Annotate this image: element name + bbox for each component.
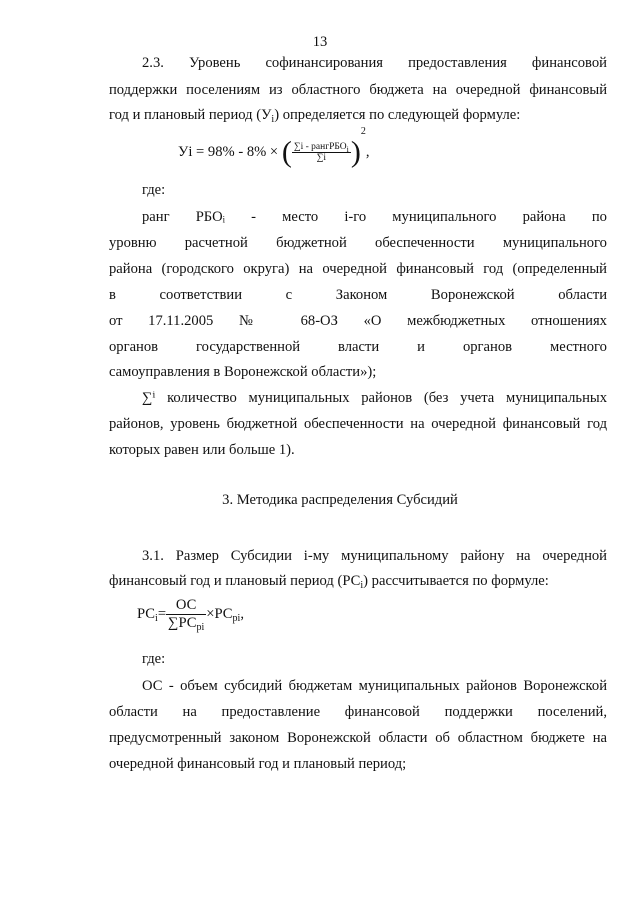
fraction-denominator: ∑i bbox=[316, 153, 327, 164]
rank-def-line-6: органов государственной власти и органов местного bbox=[109, 339, 607, 355]
os-def-line-4: очередной финансовый год и плановый период; bbox=[109, 756, 407, 772]
fraction-numerator: ∑i - рангРБО$_i$ bbox=[293, 142, 349, 155]
formula-lhs: Уi = 98% - 8% × bbox=[178, 144, 279, 161]
page-number: 13 bbox=[312, 34, 328, 50]
rank-def-line-3: района (городского округа) на очередной финансовый год (определенный bbox=[109, 261, 607, 277]
where-label: где: bbox=[142, 182, 166, 198]
word: софинансирования bbox=[265, 55, 383, 71]
rank-def-line-2: уровню расчетной бюджетной обеспеченности муниципального bbox=[109, 235, 607, 251]
paragraph-2-3-line-3: год и плановый период $(У_i)$ определяется по следующей формуле: bbox=[109, 107, 521, 125]
rank-def-line-7: самоуправления в Воронежской области»); bbox=[109, 364, 377, 380]
rank-def-line-1: ранг РБОᵢ - место i-го муниципального района по bbox=[142, 209, 607, 225]
rank-def-line-4: в соответствии с Законом Воронежской области bbox=[109, 287, 608, 303]
formula-level-cofinancing: Уi = 98% - 8% × ( $\frac{\sum i - рангРБО_i}{\sum i}$ )$^2$, bbox=[178, 126, 370, 169]
section-3-heading: 3. Методика распределения Субсидий bbox=[222, 492, 458, 508]
fraction-denominator: $\sum РС_{pi}$ bbox=[168, 615, 205, 633]
where-label-2: где: bbox=[142, 651, 166, 667]
paragraph-3-1-line-1: 3.1. Размер Субсидии i-му муниципальному району на очередной bbox=[142, 548, 607, 564]
sum-def-line-1: ∑ⁱ количество муниципальных районов (без учета муниципальных bbox=[142, 390, 607, 406]
os-def-line-2: области на предоставление финансовой поддержки поселений, bbox=[109, 704, 608, 720]
os-def-line-3: предусмотренный законом Воронежской области об областном бюджете на bbox=[109, 730, 607, 746]
paragraph-2-3-line-1 bbox=[142, 53, 607, 73]
fraction bbox=[292, 142, 351, 163]
sum-def-line-3: которых равен или больше 1). bbox=[109, 442, 295, 458]
paragraph-2-3-line-2: поддержки поселениям из областного бюджета на очередной финансовый bbox=[109, 82, 607, 98]
word: Уровень bbox=[188, 55, 241, 71]
formula-subsidy-size: $РС_i=$ $\frac{ОС}{\sum РС_{pi}}$ $\times РС_{pi}$, bbox=[137, 597, 244, 633]
word: предоставления bbox=[408, 55, 507, 71]
sum-symbol: ∑ⁱ bbox=[142, 390, 156, 406]
fraction bbox=[166, 597, 206, 632]
right-paren: ) bbox=[350, 135, 361, 169]
clause-number: 2.3. bbox=[142, 55, 164, 71]
word: финансовой bbox=[531, 55, 607, 71]
os-def-line-1: ОС - объем субсидий бюджетам муниципальных районов Воронежской bbox=[142, 678, 607, 694]
rank-def-line-5: от 17.11.2005 № 68-ОЗ «О межбюджетных отношениях bbox=[109, 313, 607, 329]
fraction-numerator: ОС bbox=[166, 597, 206, 615]
left-paren: ( bbox=[281, 135, 292, 169]
exponent: 2 bbox=[360, 126, 366, 137]
sum-def-line-2: районов, уровень бюджетной обеспеченности на очередной финансовый год bbox=[109, 416, 607, 432]
paragraph-3-1-line-2: финансовый год и плановый период $(РС_i)$ рассчитывается по формуле: bbox=[109, 573, 549, 591]
